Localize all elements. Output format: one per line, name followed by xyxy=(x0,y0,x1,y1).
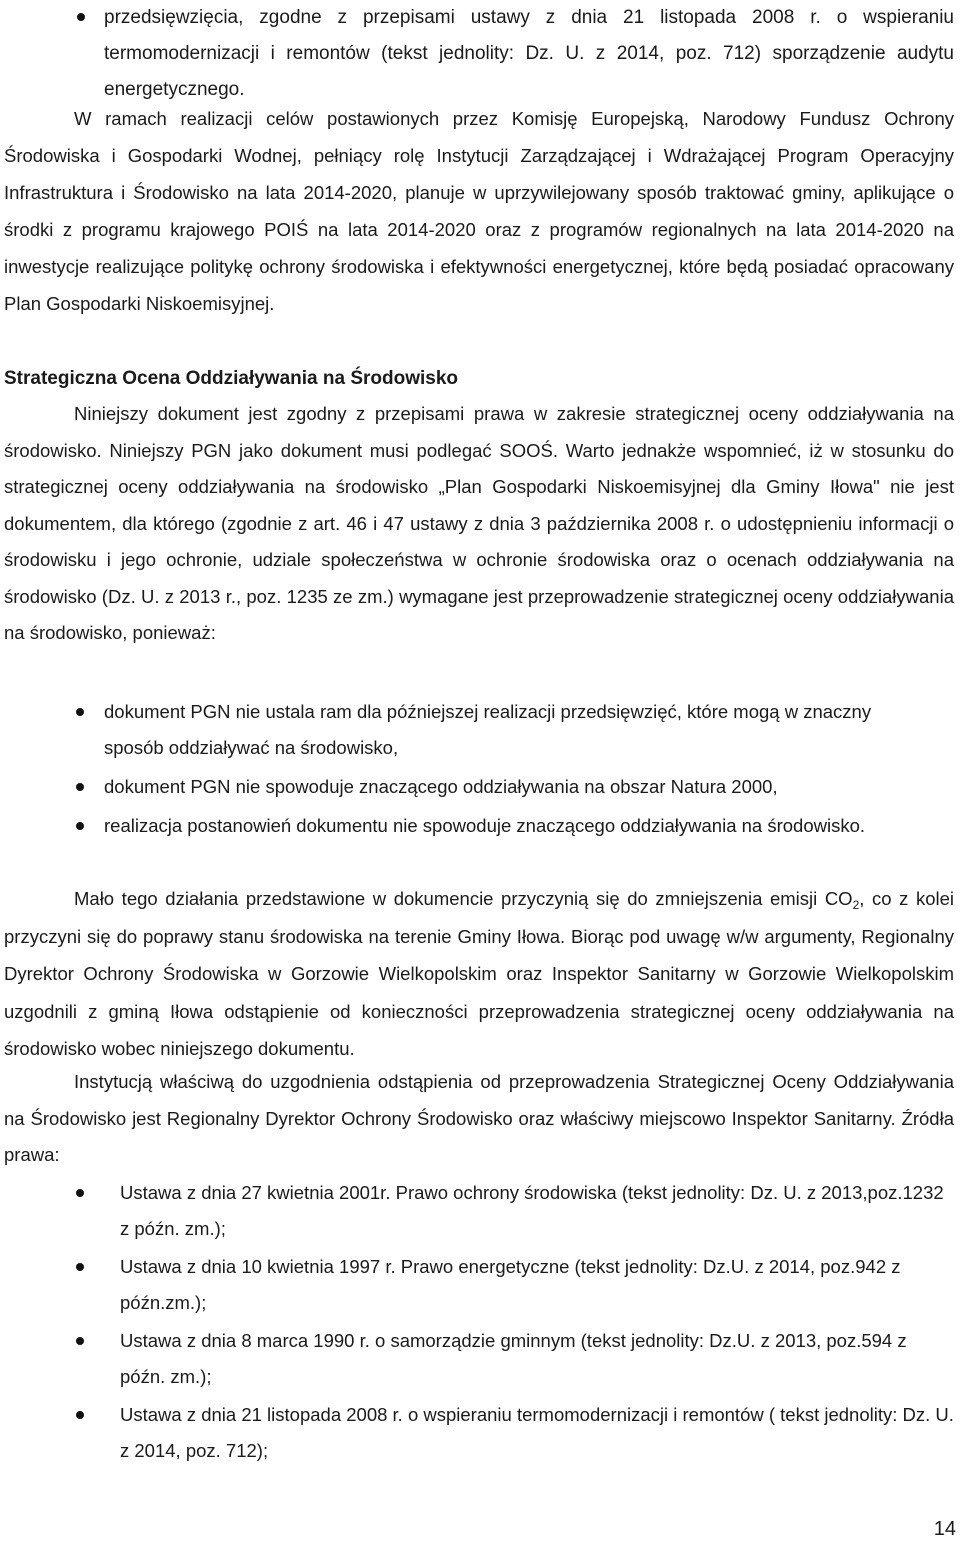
list-item-text: dokument PGN nie ustala ram dla późniejszej realizacji przedsięwzięć, które mogą w znaczny sposób oddziaływać na środowisko, xyxy=(104,701,872,758)
list-item-text: dokument PGN nie spowoduje znaczącego oddziaływania na obszar Natura 2000, xyxy=(104,776,778,797)
section-heading: Strategiczna Ocena Oddziaływania na Środowisko xyxy=(4,368,459,389)
list-item-text: Ustawa z dnia 21 listopada 2008 r. o wspieraniu termomodernizacji i remontów ( tekst jednolity: Dz. U. z 2014, poz. 712); xyxy=(120,1404,954,1461)
paragraph-text: , co z kolei przyczyni się do poprawy stanu środowiska na terenie Gminy Iłowa. Biorąc pod uwagę w/w argumenty, Regionalny Dyrektor Ochrony Środowiska w Gorzowie Wielkopolskim oraz Inspektor Sanitarny w Gorzowie Wielkopolskim uzgodnili z gminą Iłowa odstąpienie od konieczności przeprowadzenia strategicznej oceny oddziaływania na środowisko wobec niniejszego dokumentu. xyxy=(4,888,955,1059)
paragraph xyxy=(4,880,954,1068)
bullet-list xyxy=(104,694,894,844)
list-item xyxy=(120,1175,954,1247)
paragraph xyxy=(4,396,954,652)
paragraph xyxy=(4,1064,954,1174)
bullet-icon xyxy=(77,13,85,21)
list-item-text: realizacja postanowień dokumentu nie spowoduje znaczącego oddziaływania na środowisko. xyxy=(104,815,866,836)
list-item-text: Ustawa z dnia 27 kwietnia 2001r. Prawo ochrony środowiska (tekst jednolity: Dz. U. z 2013,poz.1232 z późn. zm.); xyxy=(120,1182,944,1239)
paragraph-text: Niniejszy dokument jest zgodny z przepisami prawa w zakresie strategicznej oceny oddziaływania na środowisko. Niniejszy PGN jako dokument musi podlegać SOOŚ. Warto jednakże wspomnieć, iż w stosunku do strategicznej oceny oddziaływania na środowisko „Plan Gospodarki Niskoemisyjnej dla Gminy Iłowa" nie jest dokumentem, dla którego (zgodnie z art. 46 i 47 ustawy z dnia 3 października 2008 r. o udostępnieniu informacji o środowisku i jego ochronie, udziale społeczeństwa w ochronie środowiska oraz o ocenach oddziaływania na środowisko (Dz. U. z 2013 r., poz. 1235 ze zm.) wymagane jest przeprowadzenie strategicznej oceny oddziaływania na środowisko, ponieważ: xyxy=(4,403,954,643)
paragraph xyxy=(4,100,954,322)
paragraph-text: Mało tego działania przedstawione w dokumencie przyczynią się do zmniejszenia emisji CO xyxy=(74,888,853,909)
subscript: 2 xyxy=(852,898,860,912)
bullet-icon xyxy=(76,783,84,791)
bullet-list xyxy=(120,1175,954,1471)
bullet-icon xyxy=(76,1263,84,1271)
page-number: 14 xyxy=(933,1518,956,1540)
list-item xyxy=(120,1397,954,1469)
bullet-icon xyxy=(76,1189,84,1197)
paragraph-text: W ramach realizacji celów postawionych przez Komisję Europejską, Narodowy Fundusz Ochrony Środowiska i Gospodarki Wodnej, pełniący rolę Instytucji Zarządzającej i Wdrażającej Program Operacyjny Infrastruktura i Środowisko na lata 2014-2020, planuje w uprzywilejowany sposób traktować gminy, aplikujące o środki z programu krajowego POIŚ na lata 2014-2020 oraz z programów regionalnych na lata 2014-2020 na inwestycje realizujące politykę ochrony środowiska i efektywności energetycznej, które będą posiadać opracowany Plan Gospodarki Niskoemisyjnej. xyxy=(4,108,954,314)
list-item xyxy=(120,1323,954,1395)
bullet-icon xyxy=(76,1411,84,1419)
bullet-icon xyxy=(76,822,84,830)
list-item xyxy=(104,694,894,766)
list-item xyxy=(104,808,894,844)
list-item xyxy=(104,0,954,108)
list-item-text: Ustawa z dnia 8 marca 1990 r. o samorządzie gminnym (tekst jednolity: Dz.U. z 2013, poz.594 z późn. zm.); xyxy=(120,1330,907,1387)
list-item xyxy=(104,769,894,805)
list-item xyxy=(120,1249,954,1321)
list-item-text: przedsięwzięcia, zgodne z przepisami ustawy z dnia 21 listopada 2008 r. o wspieraniu termomodernizacji i remontów (tekst jednolity: Dz. U. z 2014, poz. 712) sporządzenie audytu energetycznego. xyxy=(104,7,954,100)
paragraph-text: Instytucją właściwą do uzgodnienia odstąpienia od przeprowadzenia Strategicznej Oceny Oddziaływania na Środowisko jest Regionalny Dyrektor Ochrony Środowisko oraz właściwy miejscowo Inspektor Sanitarny. Źródła prawa: xyxy=(4,1071,954,1165)
bullet-icon xyxy=(76,708,84,716)
list-item-text: Ustawa z dnia 10 kwietnia 1997 r. Prawo energetyczne (tekst jednolity: Dz.U. z 2014, poz.942 z późn.zm.); xyxy=(120,1256,901,1313)
bullet-icon xyxy=(76,1337,84,1345)
